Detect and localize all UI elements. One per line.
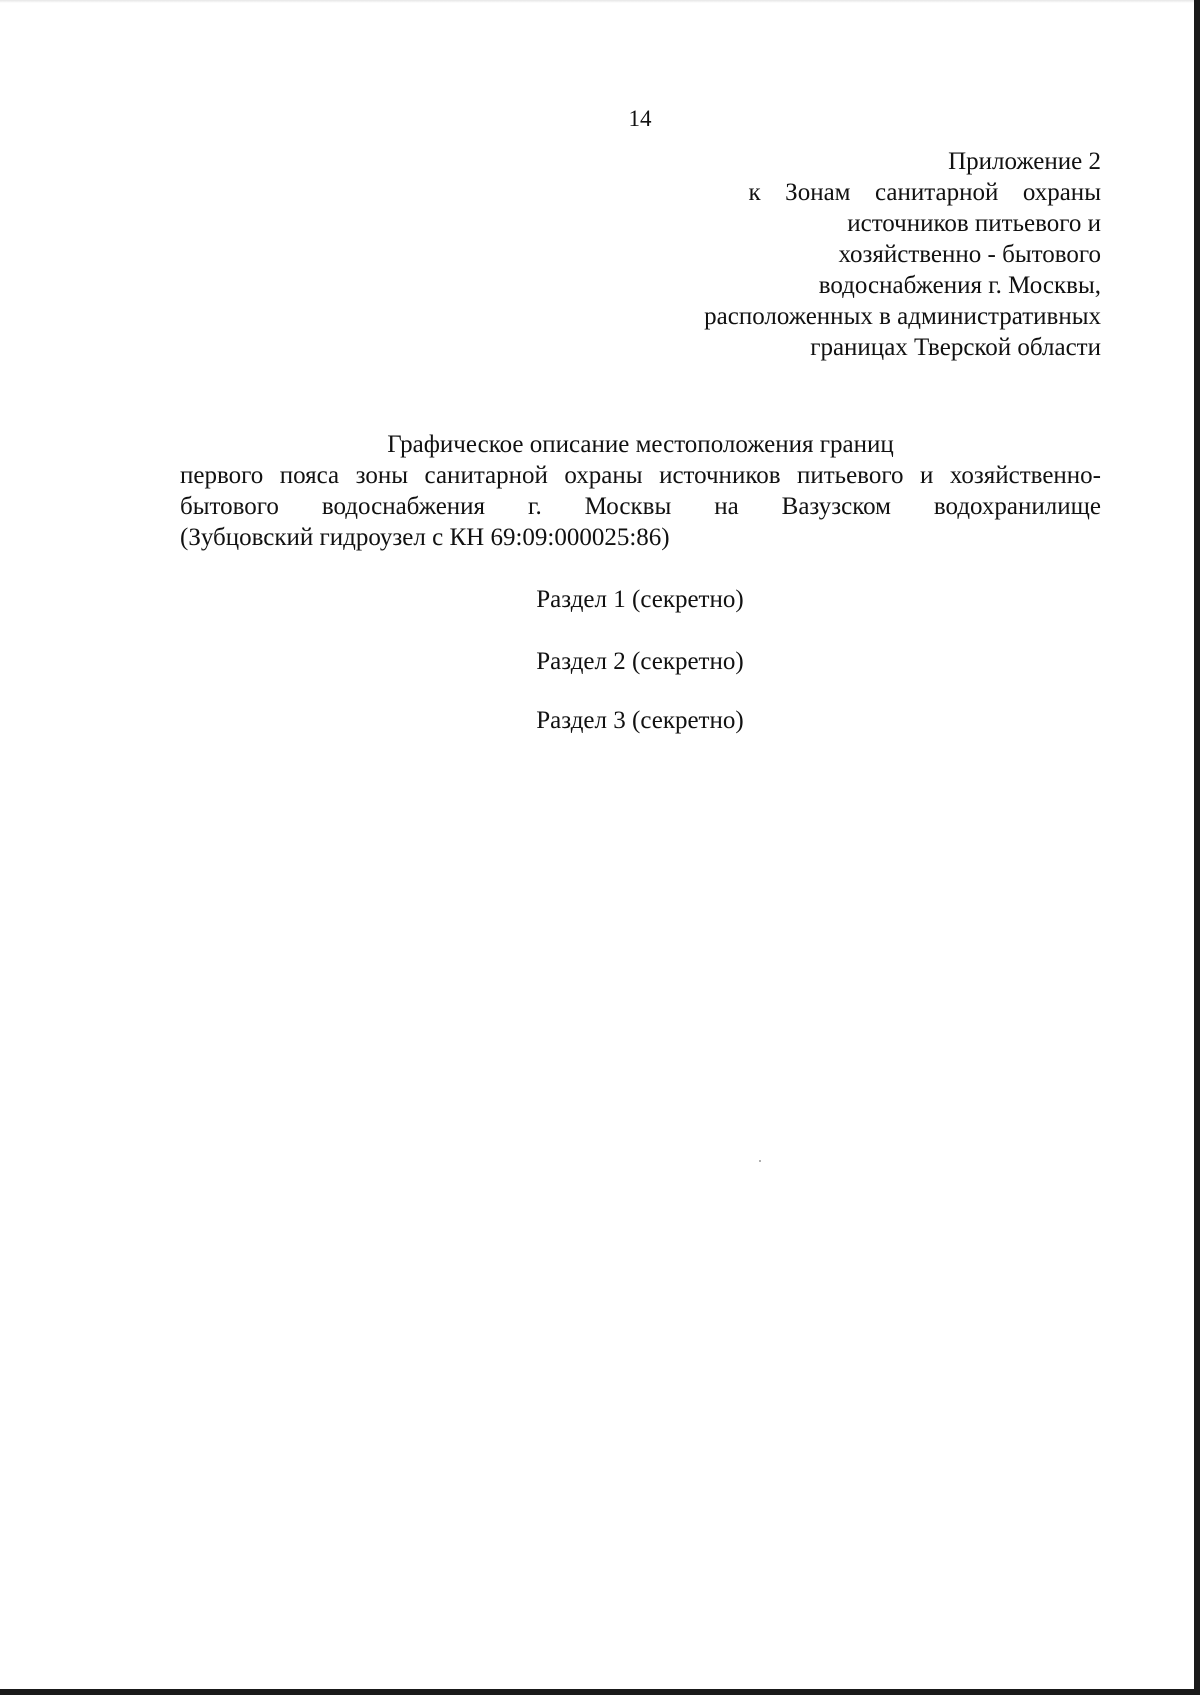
appendix-line: границах Тверской области [810, 334, 1101, 361]
title-line: бытового водоснабжения г. Москвы на Вазузском водохранилище [180, 493, 1101, 520]
scan-bottom-edge [0, 1689, 1200, 1695]
scan-right-edge [1194, 0, 1200, 1695]
section-2-label: Раздел 2 (секретно) [536, 648, 744, 675]
appendix-line: Приложение 2 [948, 148, 1101, 175]
document-title [180, 429, 1101, 553]
title-line: (Зубцовский гидроузел с КН 69:09:000025:86) [180, 524, 670, 551]
appendix-line: к Зонам санитарной охраны [748, 179, 1101, 206]
section-3-label: Раздел 3 (секретно) [536, 707, 744, 734]
appendix-line: водоснабжения г. Москвы, [818, 272, 1101, 299]
page-number: 14 [628, 106, 652, 131]
section-1-label: Раздел 1 (секретно) [536, 586, 744, 613]
title-line: первого пояса зоны санитарной охраны источников питьевого и хозяйственно- [180, 462, 1101, 489]
appendix-line: источников питьевого и [847, 210, 1101, 237]
appendix-line: хозяйственно - бытового [838, 241, 1101, 268]
scan-top-shadow [0, 0, 1200, 3]
appendix-line: расположенных в административных [704, 303, 1101, 330]
appendix-header [581, 146, 1101, 363]
scan-speck [759, 1160, 761, 1162]
title-heading: Графическое описание местоположения границ [387, 431, 894, 458]
